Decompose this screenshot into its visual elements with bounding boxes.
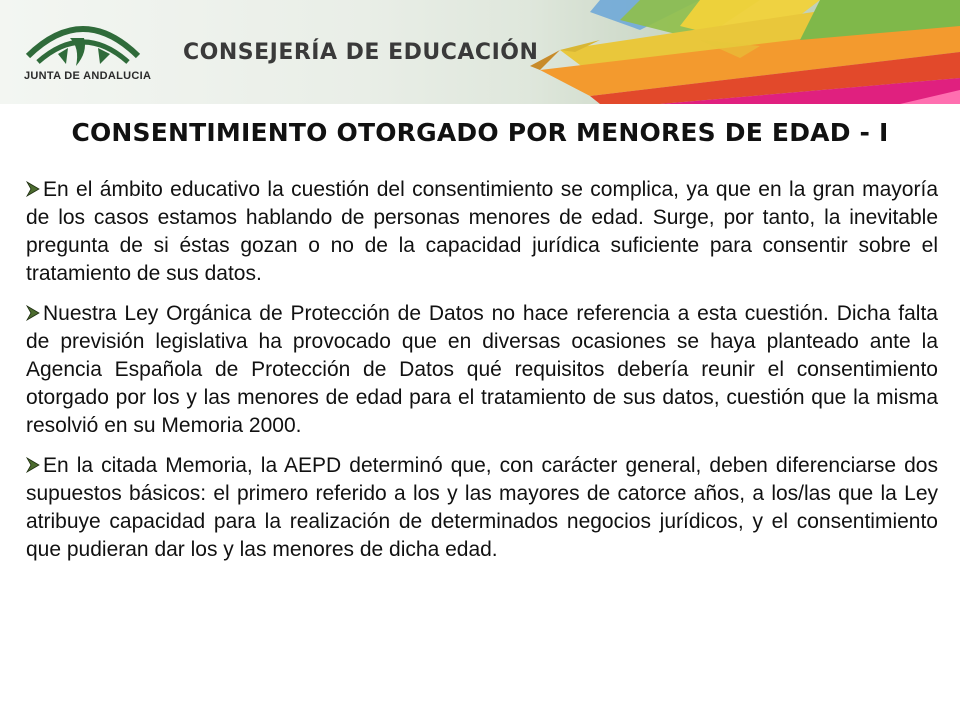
paragraph-3 (26, 452, 938, 564)
paragraph-3-text: En la citada Memoria, la AEPD determinó que, con carácter general, deben diferenciarse dos supuestos básicos: el primero referido a los y las mayores de catorce años, a los/las que la Ley atribuye capacidad para la realización de determinados negocios jurídicos, y el consentimiento que pudieran dar los y las menores de dicha edad. (26, 454, 938, 561)
header-banner (0, 0, 960, 104)
logo-caption: JUNTA DE ANDALUCIA (24, 70, 152, 82)
body-content (26, 176, 938, 576)
arrowhead-bullet-icon (26, 457, 40, 473)
paragraph-2 (26, 300, 938, 440)
paragraph-1-text: En el ámbito educativo la cuestión del consentimiento se complica, ya que en la gran mayoría de los casos estamos hablando de personas menores de edad. Surge, por tanto, la inevitable pregunta de si éstas gozan o no de la capacidad jurídica suficiente para consentir sobre el tratamiento de sus datos. (26, 178, 938, 285)
arrowhead-bullet-icon (26, 181, 40, 197)
junta-andalucia-logo-icon (18, 8, 148, 98)
paragraph-2-text: Nuestra Ley Orgánica de Protección de Datos no hace referencia a esta cuestión. Dicha falta de previsión legislativa ha provocado que en diversas ocasiones se haya planteado ante la Agencia Española de Protección de Datos qué requisitos debería reunir el consentimiento otorgado por los y las menores de edad para el tratamiento de sus datos, cuestión que la misma resolvió en su Memoria 2000. (26, 302, 938, 437)
arrowhead-bullet-icon (26, 305, 40, 321)
page-title: CONSENTIMIENTO OTORGADO POR MENORES DE EDAD - I (71, 118, 889, 147)
department-title: CONSEJERÍA DE EDUCACIÓN (183, 40, 539, 65)
paragraph-1 (26, 176, 938, 288)
